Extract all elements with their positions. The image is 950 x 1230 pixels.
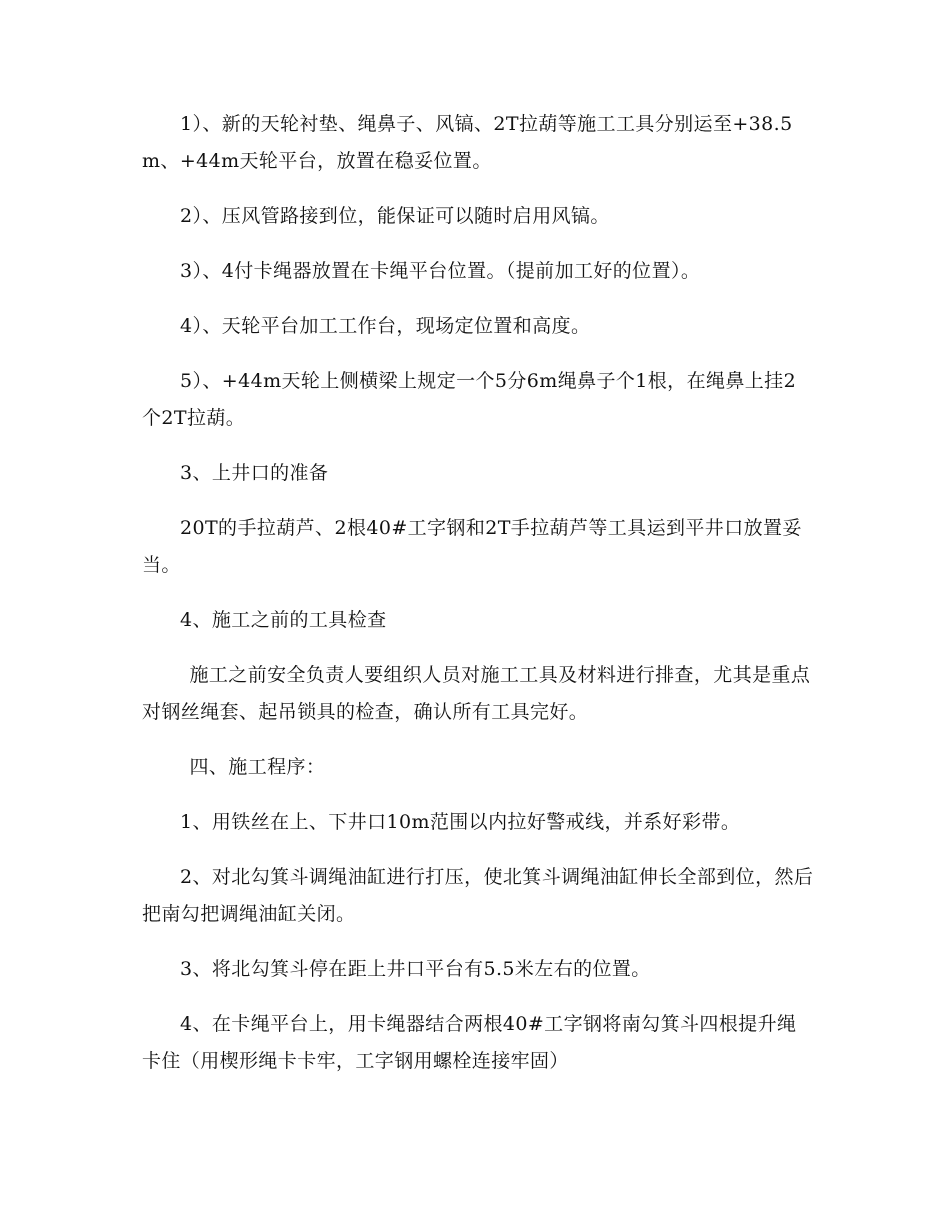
section-heading-upper-shaft: 3、上井口的准备 — [180, 462, 329, 484]
paragraph-procedure-2: 2、对北勾箕斗调绳油缸进行打压，使北箕斗调绳油缸伸长全部到位，然后把南勾把调绳油缸关闭。 — [142, 866, 814, 925]
paragraph-prep-item-2: 2）、压风管路接到位，能保证可以随时启用风镐。 — [180, 205, 610, 227]
section-heading-tool-check: 4、施工之前的工具检查 — [180, 609, 387, 631]
paragraph-prep-item-3: 3）、4付卡绳器放置在卡绳平台位置。（提前加工好的位置）。 — [180, 260, 701, 282]
paragraph-prep-item-5: 5）、+44m天轮上侧横梁上规定一个5分6m绳鼻子个1根，在绳鼻上挂2个2T拉葫。 — [142, 370, 797, 429]
paragraph-tool-check: 施工之前安全负责人要组织人员对施工工具及材料进行排查，尤其是重点对钢丝绳套、起吊锁具的检查，确认所有工具完好。 — [142, 664, 811, 723]
paragraph-prep-item-1: 1）、新的天轮衬垫、绳鼻子、风镐、2T拉葫等施工工具分别运至+38.5m、+44m天轮平台，放置在稳妥位置。 — [142, 113, 793, 172]
paragraph-upper-shaft: 20T的手拉葫芦、2根40#工字钢和2T手拉葫芦等工具运到平井口放置妥当。 — [142, 517, 802, 576]
paragraph-procedure-3: 3、将北勾箕斗停在距上井口平台有5.5米左右的位置。 — [180, 958, 651, 980]
section-heading-procedure: 四、施工程序： — [189, 756, 326, 778]
paragraph-procedure-1: 1、用铁丝在上、下井口10m范围以内拉好警戒线，并系好彩带。 — [180, 811, 741, 833]
paragraph-procedure-4: 4、在卡绳平台上，用卡绳器结合两根40#工字钢将南勾箕斗四根提升绳卡住（用楔形绳卡卡牢，工字钢用螺栓连接牢固） — [142, 1013, 797, 1072]
document-body — [142, 106, 814, 1098]
paragraph-prep-item-4: 4）、天轮平台加工工作台，现场定位置和高度。 — [180, 315, 591, 337]
